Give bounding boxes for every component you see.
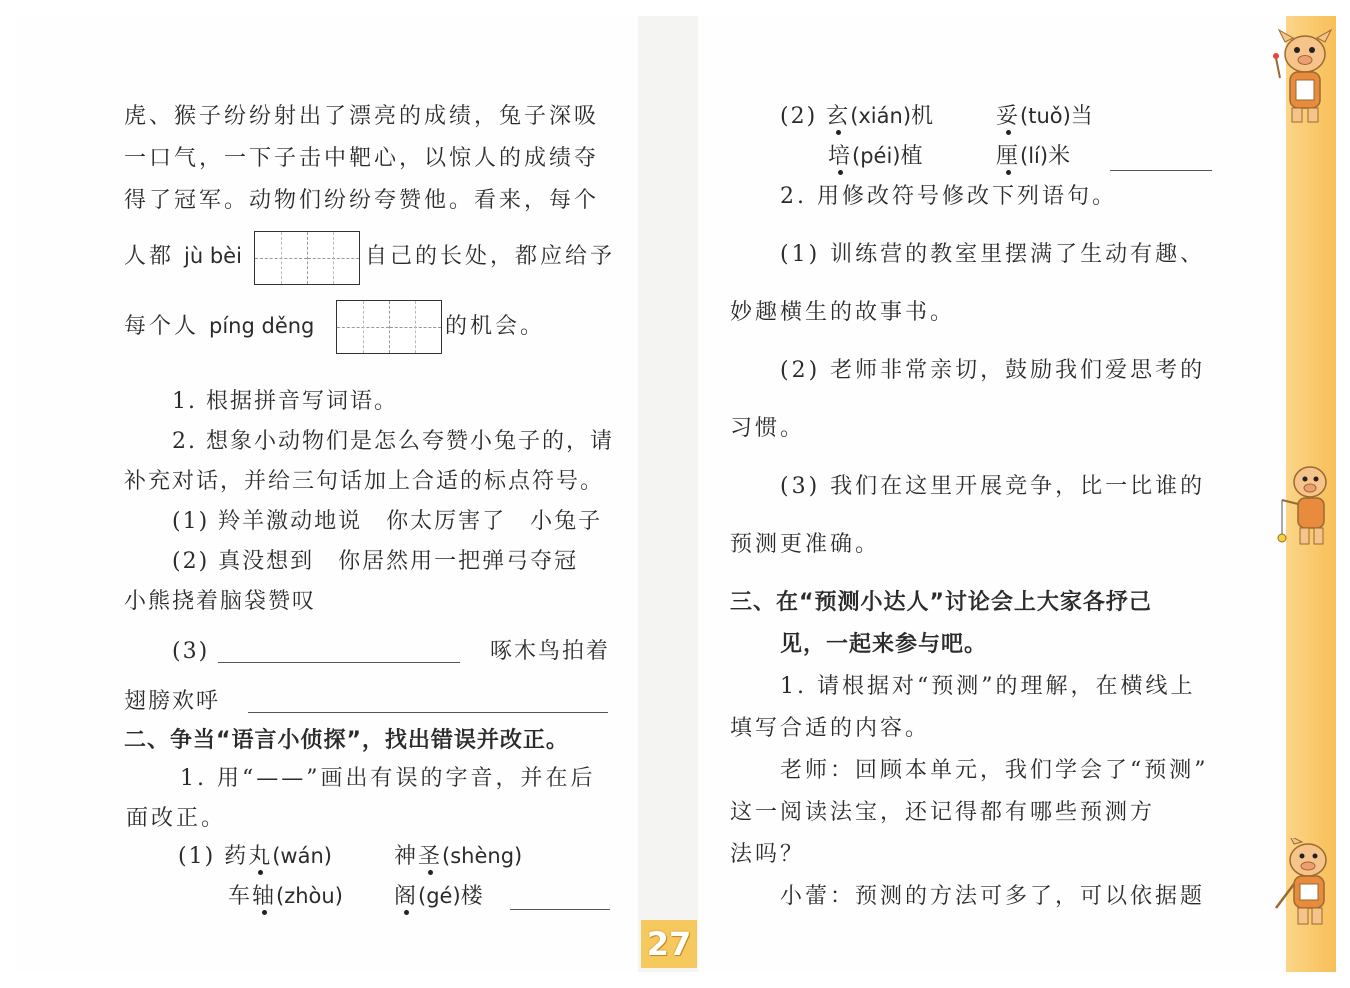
story-line-5 (124, 316, 314, 338)
line4-prefix: 人都 (124, 244, 175, 269)
answer-line-correction-1[interactable] (510, 909, 610, 910)
section-3-heading-line-2: 见，一起来参与吧。 (780, 632, 988, 657)
char: 机 (911, 104, 936, 129)
pinyin: (tuǒ) (1020, 104, 1071, 128)
story-line-1: 虎、猴子纷纷射出了漂亮的成绩，兔子深吸 (124, 104, 600, 129)
teacher-line-3: 法吗？ (730, 842, 806, 867)
line4-suffix: 自己的长处，都应给予 (365, 244, 616, 269)
word-row-2-num: (2) (780, 104, 818, 129)
pinyin: (shèng) (442, 844, 523, 868)
page-number: 27 (641, 920, 697, 968)
question-2-right: 2. 用修改符号修改下列语句。 (780, 184, 1117, 209)
teacher-line-2: 这一阅读法宝，还记得都有哪些预测方 (730, 800, 1156, 825)
dotted-char: 厘 (996, 144, 1021, 169)
char: 当 (1070, 104, 1095, 129)
grid-cell (255, 232, 308, 284)
pinyin: (zhòu) (276, 884, 343, 908)
story-line-4 (124, 246, 242, 268)
section-2-q1-line-1: 1. 用“——”画出有误的字音，并在后 (180, 766, 596, 791)
pig-pointing-mascot-icon (1270, 838, 1336, 934)
question-2-line-2: 补充对话，并给三句话加上合适的标点符号。 (124, 469, 605, 494)
word-limi (996, 146, 1072, 168)
section-3-q1-line-1: 1. 请根据对“预测”的理解，在横线上 (780, 674, 1196, 699)
sentence-2-line-2: 习惯。 (730, 416, 806, 441)
answer-grid-pingdeng[interactable] (336, 300, 442, 354)
char: 药 (224, 844, 249, 869)
dotted-char: 培 (828, 144, 853, 169)
dotted-char: 玄 (826, 104, 851, 129)
dialogue-2: (2) 真没想到 你居然用一把弹弓夺冠 (172, 549, 579, 574)
word-tuodang (996, 106, 1095, 128)
sentence-1-line-2: 妙趣横生的故事书。 (730, 300, 956, 325)
answer-line-dialogue-3b[interactable] (248, 712, 608, 713)
line5-prefix: 每个人 (124, 314, 200, 339)
word-row-2 (780, 106, 935, 128)
word-shensheng (394, 846, 522, 868)
dialogue-2-cont: 小熊挠着脑袋赞叹 (124, 589, 317, 614)
section-3-q1-line-2: 填写合适的内容。 (730, 716, 931, 741)
teacher-line-1: 老师：回顾本单元，我们学会了“预测” (780, 758, 1209, 783)
word-yaowan (224, 844, 332, 869)
sentence-3-line-2: 预测更准确。 (730, 532, 881, 557)
pinyin: (lí) (1020, 144, 1049, 168)
grid-cell (337, 301, 390, 353)
dotted-char: 圣 (418, 844, 443, 869)
grid-cell (308, 232, 360, 284)
sentence-3-line-1: (3) 我们在这里开展竞争，比一比谁的 (780, 474, 1206, 499)
char: 车 (228, 884, 253, 909)
sentence-2-line-1: (2) 老师非常亲切，鼓励我们爱思考的 (780, 358, 1206, 383)
word-chezhou (228, 886, 343, 908)
sentence-1-line-1: (1) 训练营的教室里摆满了生动有趣、 (780, 242, 1206, 267)
char: 楼 (460, 884, 485, 909)
pinyin-ju-bei: jù bèi (184, 244, 242, 268)
answer-line-correction-2[interactable] (1110, 170, 1212, 171)
story-line-3: 得了冠军。动物们纷纷夸赞他。看来，每个 (124, 188, 600, 213)
answer-grid-jubei[interactable] (254, 231, 360, 285)
word-row-1 (178, 846, 332, 868)
line5-suffix: 的机会。 (445, 314, 546, 339)
dialogue-3-cont: 翅膀欢呼 (124, 689, 221, 714)
dotted-char: 妥 (996, 104, 1021, 129)
student-line-1: 小蕾：预测的方法可多了，可以依据题 (780, 884, 1206, 909)
dotted-char: 丸 (248, 844, 273, 869)
char: 植 (900, 144, 925, 169)
pinyin: (gé) (418, 884, 461, 908)
pinyin: (péi) (852, 144, 901, 168)
dialogue-3-num: (3) (172, 639, 210, 664)
book-gutter (638, 16, 698, 972)
question-2-line-1: 2. 想象小动物们是怎么夸赞小兔子的，请 (172, 429, 614, 454)
dotted-char: 阁 (394, 884, 419, 909)
pig-mascot-icon (1272, 28, 1338, 128)
char: 米 (1048, 144, 1073, 169)
answer-line-dialogue-3[interactable] (218, 662, 460, 663)
pinyin: (wán) (272, 844, 332, 868)
section-2-heading: 二、争当“语言小侦探”，找出错误并改正。 (124, 728, 569, 753)
pinyin: (xián) (850, 104, 912, 128)
section-2-q1-line-2: 面改正。 (126, 806, 227, 831)
dialogue-3-tail: 啄木鸟拍着 (490, 639, 611, 664)
char: 神 (394, 844, 419, 869)
question-1: 1. 根据拼音写词语。 (172, 389, 398, 414)
pig-yoyo-mascot-icon (1274, 460, 1336, 556)
section-3-heading-line-1: 三、在“预测小达人”讨论会上大家各抒己 (730, 590, 1152, 615)
word-row-1-num: (1) (178, 844, 216, 869)
dotted-char: 轴 (252, 884, 277, 909)
story-line-2: 一口气，一下子击中靶心，以惊人的成绩夺 (124, 146, 600, 171)
word-peizhi (828, 146, 925, 168)
grid-cell (390, 301, 442, 353)
pinyin-ping-deng: píng děng (209, 314, 315, 338)
word-gelou (394, 886, 485, 908)
dialogue-1: (1) 羚羊激动地说 你太厉害了 小兔子 (172, 509, 603, 534)
